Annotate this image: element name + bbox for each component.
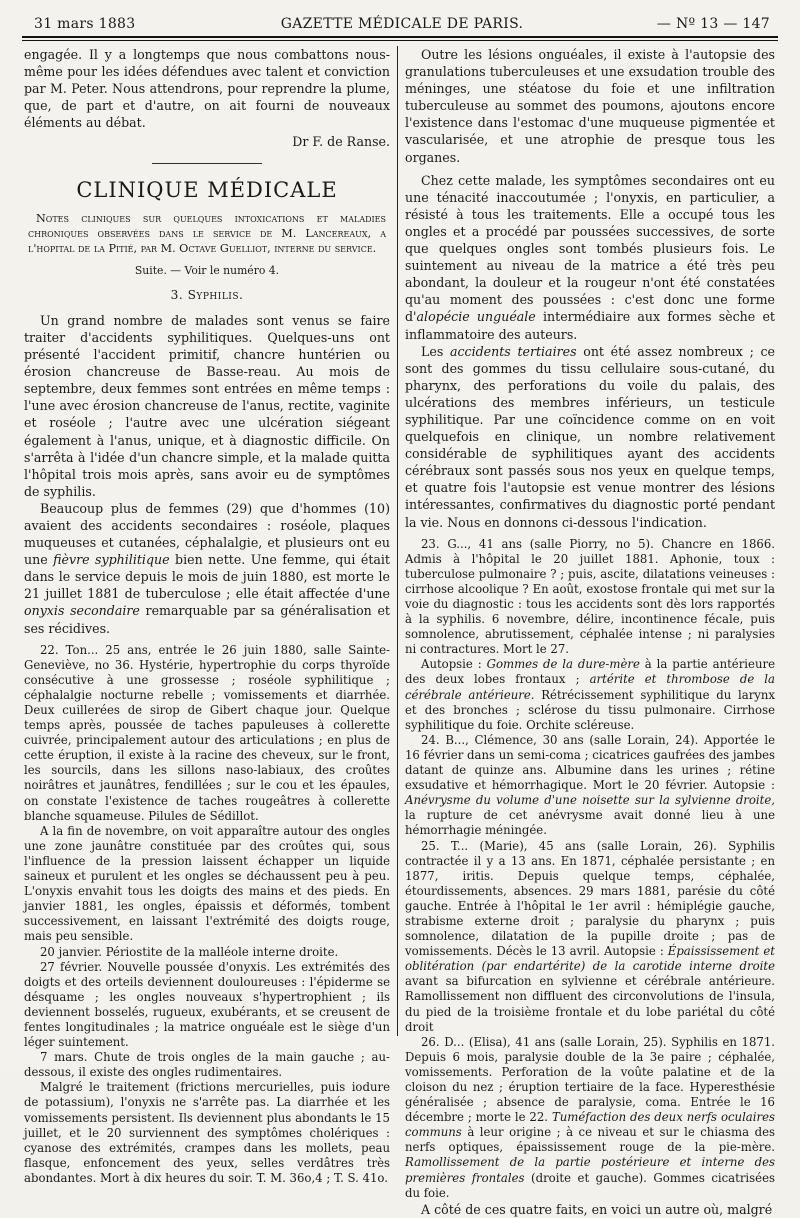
- subsection-title: 3. Syphilis.: [170, 287, 244, 302]
- case-22-november: A la fin de novembre, on voit apparaître autour des ongles une zone jaunâtre constituée par des croûtes qui, sous l'influence de la pression laissent échapper un liquide saineux et purulent et les ongles se déchaussent peu à peu. L'onyxis envahit tous les doigts des mains et des pieds. En janvier 1881, les ongles, épaissis et déformés, tombent successivement, en laissant l'extrémité des doigts rouge, mais peu sensible.: [24, 823, 390, 944]
- header-page-number: — Nº 13 — 147: [656, 16, 770, 32]
- case-23: 23. G..., 41 ans (salle Piorry, no 5). Chancre en 1866. Admis à l'hôpital le 20 juillet 1881. Aphonie, toux : tuberculose pulmonaire ? ; puis, ascite, dilatations veineuses : cirrhose alcoolique ? En août, exostose frontale qui met sur la voie du diagnostic : tous les accidents sont dès lors rapportés à la syphilis. 6 novembre, délire, incontinence fécale, puis somnolence, abrutissement, céphalée intense ; ni paralysies ni contractures. Mort le 27.: [405, 536, 775, 657]
- case-22: 22. Ton... 25 ans, entrée le 26 juin 1880, salle Sainte-Geneviève, no 36. Hystérie, hypertrophie du corps thyroïde consécutive à une grossesse ; roséole syphilitique ; céphalalgie nocturne rebelle ; vomissements et diarrhée. Deux cuillerées de sirop de Gibert chaque jour. Quelque temps après, poussée de taches papuleuses à collerette cuivrée, principalement autour des articulations ; en plus de cette éruption, il existe à la racine des cheveux, sur le front, les sourcils, dans les sillons naso-labiaux, des croûtes noirâtres et jaunâtres, fendillées ; sur le cou et les épaules, on constate l'existence de taches rougeâtres à collerette blanche squameuse. Pilules de Sédillot.: [24, 642, 390, 823]
- section-title: CLINIQUE MÉDICALE: [76, 177, 338, 202]
- closing-line: A côté de ces quatre faits, en voici un autre où, malgré: [421, 1201, 773, 1217]
- paragraph-secondary-accidents: Beaucoup plus de femmes (29) que d'hommes (10) avaient des accidents secondaires : roséole, plaques muqueuses et cutanées, céphalalgie, et plusieurs ont eu une fièvre syphilitique bien nette. Une femme, qui était dans le service depuis le mois de juin 1880, est morte le 21 juillet 1881 de tuberculose ; elle était affectée d'une onyxis secondaire remarquable par sa généralisation et ses récidives.: [24, 500, 390, 636]
- page-header: [34, 10, 770, 36]
- signature: Dr F. de Ranse.: [292, 134, 390, 150]
- header-rule-thin: [22, 40, 778, 41]
- header-rule-thick: [22, 36, 778, 38]
- case-22-february: 27 février. Nouvelle poussée d'onyxis. Les extrémités des doigts et des orteils deviennent douloureuses : l'épiderme se désquame ; les ongles nouveaux s'hypertrophient ; ils deviennent bosselés, rugueux, exubérants, et se creusent de fentes longitudinales ; la matrice onguéale est le siège d'un léger suintement.: [24, 959, 390, 1050]
- case-22-treatment: Malgré le traitement (frictions mercurielles, puis iodure de potassium), l'onyxis ne s'arrête pas. La diarrhée et les vomissements persistent. Ils deviennent plus abondants le 15 juillet, et le 20 surviennent des symptômes cholériques : cyanose des extrémités, crampes dans les mollets, peau flasque, enfoncement des yeux, selles verdâtres très abondantes. Mort à dix heures du soir. T. M. 36o,4 ; T. S. 41o.: [24, 1080, 390, 1185]
- case-26: 26. D... (Elisa), 41 ans (salle Lorain, 25). Syphilis en 1871. Depuis 6 mois, paralysie double de la 3e paire ; céphalée, vomissements. Perforation de la voûte palatine et de la cloison du nez ; éruption tertiaire de la face. Hyperesthésie généralisée ; absence de paralysie, coma. Entrée le 16 décembre ; morte le 22. Tuméfaction des deux nerfs oculaires communs à leur origine ; à ce niveau et sur le chiasma des nerfs optiques, épaississement rouge de la pie-mère. Ramollissement de la partie postérieure et interne des premières frontales (droite et gauche). Gommes cicatrisées du foie.: [405, 1034, 776, 1200]
- case-22-january: 20 janvier. Périostite de la malléole interne droite.: [40, 944, 339, 959]
- case-23-autopsy: Autopsie : Gommes de la dure-mère à la partie antérieure des deux lobes frontaux ; artérite et thrombose de la cérébrale antérieure. Rétrécissement syphilitique du larynx et des bronches ; sclérose du tissu pulmonaire. Cirrhose syphilitique du foie. Orchite scléreuse.: [405, 657, 776, 732]
- article-notes-heading: Notes cliniques sur quelques intoxications et maladies chroniques observées dans le service de M. Lancereaux, a l'hopital de la Pitié, par M. Octave Guelliot, interne du service.: [28, 211, 386, 255]
- intro-paragraph: engagée. Il y a longtemps que nous combattons nous-même pour les idées défendues avec talent et conviction par M. Peter. Nous attendrons, pour reprendre la plume, que, de part et d'autre, on ait fourni de nouveaux éléments au débat.: [24, 47, 390, 131]
- paragraph-primitive-accidents: Un grand nombre de malades sont venus se faire traiter d'accidents syphilitiques. Quelques-uns ont présenté l'accident primitif, chancre huntérien ou érosion chancreuse de Basse-reau. Au mois de septembre, deux femmes sont entrées en même temps : l'une avec érosion chancreuse de l'anus, rectite, vaginite et roséole ; l'autre avec une ulcération siégeant également à l'anus, unique, et à diagnostic difficile. On s'arrêta à l'idée d'un chancre simple, et la malade quitta l'hôpital trois mois après, sans avoir eu de symptômes de syphilis.: [24, 312, 390, 499]
- case-24: 24. B..., Clémence, 30 ans (salle Lorain, 24). Apportée le 16 février dans un semi-coma ; cicatrices gaufrées des jambes datant de quinze ans. Albumine dans les urines ; rétine exsudative et hémorrhagique. Mort le 20 février. Autopsie : Anévrysme du volume d'une noisette sur la sylvienne droite, la rupture de cet anévrysme avait donné lieu à une hémorrhagie méningée.: [405, 732, 775, 838]
- case-25: 25. T... (Marie), 45 ans (salle Lorain, 26). Syphilis contractée il y a 13 ans. En 1871, céphalée persistante ; en 1877, iritis. Depuis quelque temps, céphalée, étourdissements, absences. 29 mars 1881, parésie du côté gauche. Entrée à l'hôpital le 1er avril : hémiplégie gauche, strabisme externe droit ; paralysie du pharynx ; puis somnolence, dilatation de la pupille droite ; pas de vomissements. Décès le 13 avril. Autopsie : Épaississement et oblitération (par endartérite) de la carotide interne droite avant sa bifurcation en sylvienne et cérébrale antérieure. Ramollissement non diffluent des circonvolutions de l'insula, du pied de la troisième frontale et du lobe pariétal du côté droit: [405, 838, 775, 1034]
- case-22-march: 7 mars. Chute de trois ongles de la main gauche ; au-dessous, il existe des ongles rudimentaires.: [24, 1050, 390, 1080]
- suite-note: Suite. — Voir le numéro 4.: [134, 263, 280, 277]
- column-divider: [397, 46, 398, 1036]
- paragraph-onyxis-discussion: Chez cette malade, les symptômes secondaires ont eu une ténacité inaccoutumée ; l'onyxis, en particulier, a résisté à tous les traitements. Elle a occupé tous les ongles et a procédé par poussées successives, de sorte que quelques ongles sont tombés plusieurs fois. Le suintement au niveau de la matrice a été très peu abondant, la douleur et la rougeur n'ont été constatées qu'au moment des poussées : c'est donc une forme d'alopécie unguéale intermédiaire aux formes sèche et inflammatoire des auteurs.: [405, 172, 775, 342]
- paragraph-autopsy-findings: Outre les lésions onguéales, il existe à l'autopsie des granulations tuberculeuses et une exsudation trouble des méninges, une stéatose du foie et une infiltration tuberculeuse au sommet des poumons, ajoutons encore l'existence dans l'estomac d'une muqueuse pigmentée et vascularisée, et une atrophie de presque tous les organes.: [405, 47, 775, 165]
- header-journal-title: GAZETTE MÉDICALE DE PARIS.: [280, 16, 524, 32]
- left-column: [24, 46, 390, 1186]
- paragraph-tertiary-accidents: Les accidents tertiaires ont été assez nombreux ; ce sont des gommes du tissu cellulaire sous-cutané, du pharynx, des perforations du voile du palais, des ulcérations des membres inférieurs, un testicule syphilitique. Par une coïncidence comme on en voit quelquefois en clinique, un nombre relativement considérable de syphilitiques ayant des accidents cérébraux sont passés sous nos yeux en quelque temps, et quatre fois l'autopsie est venue montrer des lésions intéressantes, confirmatives du diagnostic porté pendant la vie. Nous en donnons ci-dessous l'indication.: [405, 343, 775, 530]
- right-column: [405, 46, 775, 1218]
- header-date: 31 mars 1883: [34, 16, 136, 32]
- section-divider: [152, 163, 262, 164]
